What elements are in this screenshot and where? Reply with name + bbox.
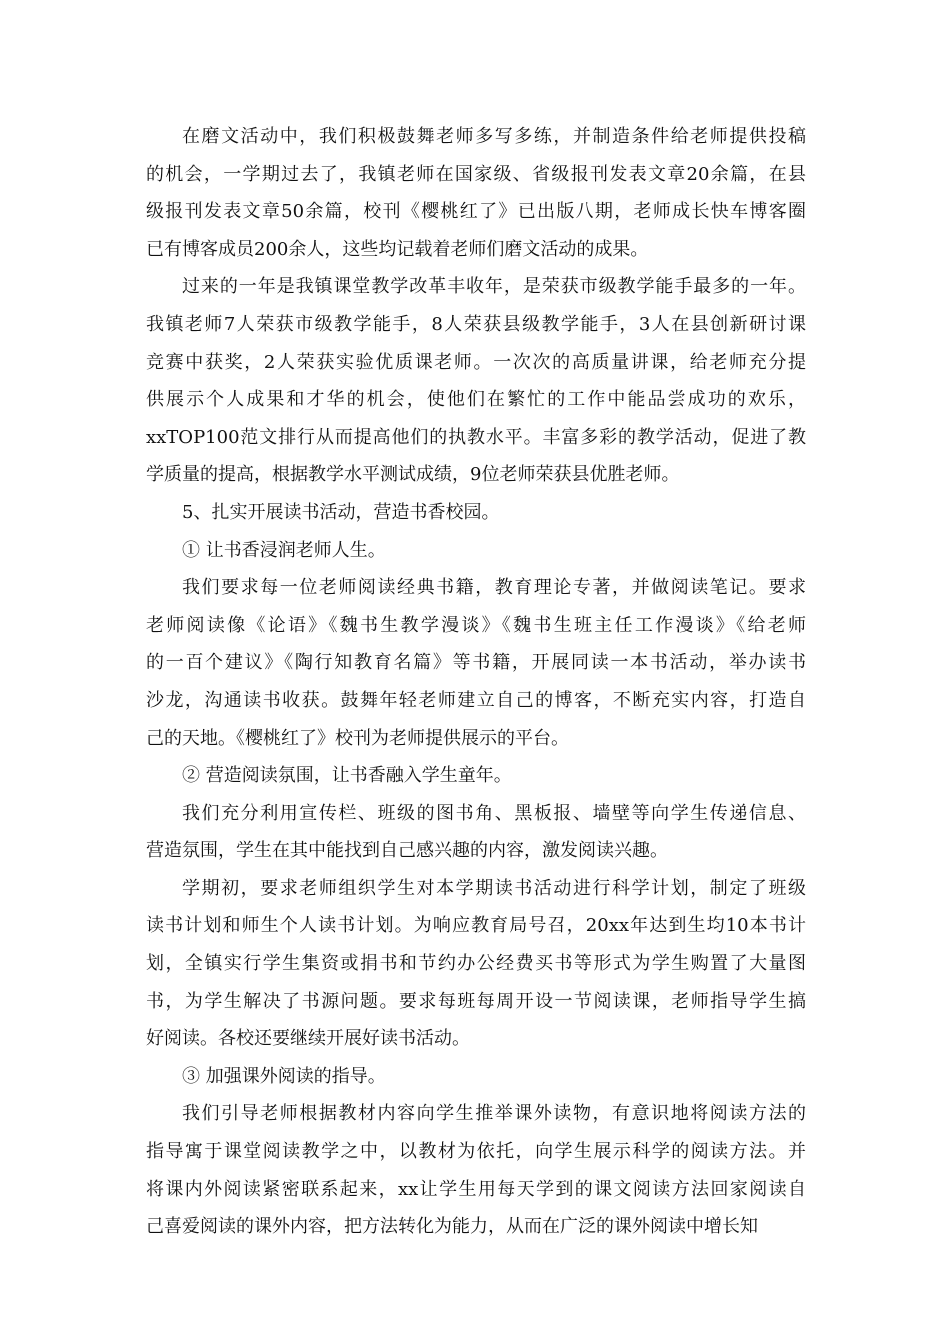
text-line: 学质量的提高，根据教学水平测试成绩，9位老师荣获县优胜老师。 <box>146 464 680 486</box>
text-line: 学期初，要求老师组织学生对本学期读书活动进行科学计划，制定了班级 <box>182 877 806 899</box>
text-line: ③ 加强课外阅读的指导。 <box>182 1065 386 1087</box>
paragraph-p1 <box>146 118 806 268</box>
text-line: 已有博客成员200余人，这些均记载着老师们磨文活动的成果。 <box>146 238 649 260</box>
text-line: 级报刊发表文章50余篇，校刊《樱桃红了》已出版八期，老师成长快车博客圈 <box>146 201 806 223</box>
text-line: 的一百个建议》《陶行知教育名篇》等书籍，开展同读一本书活动，举办读书 <box>146 652 806 674</box>
text-line: 我们引导老师根据教材内容向学生推举课外读物，有意识地将阅读方法的 <box>182 1103 806 1125</box>
paragraph-p8 <box>146 870 806 1058</box>
paragraph-p9 <box>146 1058 806 1096</box>
text-line: 供展示个人成果和才华的机会，使他们在繁忙的工作中能品尝成功的欢乐， <box>146 389 806 411</box>
text-line: 5、扎实开展读书活动，营造书香校园。 <box>182 501 500 523</box>
text-line: xxTOP100范文排行从而提高他们的执教水平。丰富多彩的教学活动，促进了教 <box>146 426 806 448</box>
text-line: 书，为学生解决了书源问题。要求每班每周开设一节阅读课，老师指导学生搞 <box>146 990 806 1012</box>
paragraph-p4 <box>146 532 806 570</box>
text-line: 指导寓于课堂阅读教学之中，以教材为依托，向学生展示科学的阅读方法。并 <box>146 1141 806 1163</box>
text-line: 竞赛中获奖，2人荣获实验优质课老师。一次次的高质量讲课，给老师充分提 <box>146 351 806 373</box>
text-line: 己的天地。《樱桃红了》校刊为老师提供展示的平台。 <box>146 727 569 749</box>
paragraph-p6 <box>146 757 806 795</box>
document-page <box>146 118 806 1246</box>
text-line: 划，全镇实行学生集资或捐书和节约办公经费买书等形式为学生购置了大量图 <box>146 953 806 975</box>
text-line: 将课内外阅读紧密联系起来，xx让学生用每天学到的课文阅读方法回家阅读自 <box>146 1178 806 1200</box>
text-line: 我们要求每一位老师阅读经典书籍，教育理论专著，并做阅读笔记。要求 <box>182 577 806 599</box>
text-line: ② 营造阅读氛围，让书香融入学生童年。 <box>182 765 512 787</box>
paragraph-p2 <box>146 268 806 494</box>
paragraph-p5 <box>146 569 806 757</box>
text-line: 营造氛围，学生在其中能找到自己感兴趣的内容，激发阅读兴趣。 <box>146 840 668 862</box>
text-line: 读书计划和师生个人读书计划。为响应教育局号召，20xx年达到生均10本书计 <box>146 915 806 937</box>
paragraph-p10 <box>146 1095 806 1245</box>
paragraph-p3 <box>146 494 806 532</box>
text-line: 沙龙，沟通读书收获。鼓舞年轻老师建立自己的博客，不断充实内容，打造自 <box>146 689 806 711</box>
text-line: 我们充分利用宣传栏、班级的图书角、黑板报、墙壁等向学生传递信息、 <box>182 802 806 824</box>
text-line: 己喜爱阅读的课外内容，把方法转化为能力，从而在广泛的课外阅读中增长知 <box>146 1216 758 1238</box>
text-line: 过来的一年是我镇课堂教学改革丰收年，是荣获市级教学能手最多的一年。 <box>182 276 806 298</box>
paragraph-p7 <box>146 795 806 870</box>
text-line: ① 让书香浸润老师人生。 <box>182 539 386 561</box>
text-line: 的机会，一学期过去了，我镇老师在国家级、省级报刊发表文章20余篇，在县 <box>146 163 806 185</box>
text-line: 好阅读。各校还要继续开展好读书活动。 <box>146 1028 470 1050</box>
text-line: 我镇老师7人荣获市级教学能手，8人荣获县级教学能手，3人在县创新研讨课 <box>146 313 806 335</box>
text-line: 老师阅读像《论语》《魏书生教学漫谈》《魏书生班主任工作漫谈》《给老师 <box>146 614 806 636</box>
text-line: 在磨文活动中，我们积极鼓舞老师多写多练，并制造条件给老师提供投稿 <box>182 126 806 147</box>
